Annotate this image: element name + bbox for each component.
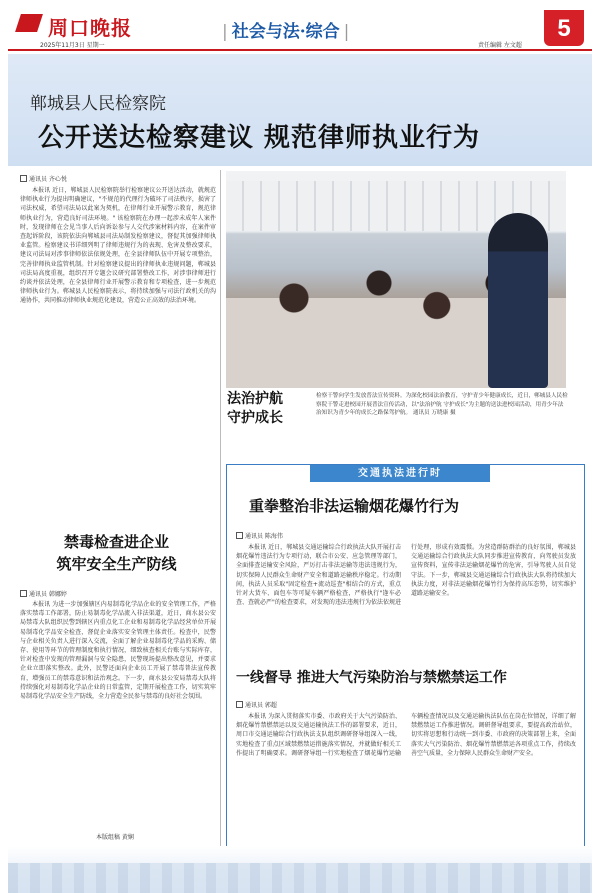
logo-text: 周口晚报 [48, 16, 132, 40]
lead-kicker: 郸城县人民检察院 [30, 94, 166, 114]
photo-title-line2: 守护成长 [227, 410, 283, 426]
issue-date: 2025年11月3日 星期一 [40, 42, 105, 49]
traffic-story2-byline-text: 通讯员 郭超 [245, 702, 277, 709]
school-event-photo [226, 171, 566, 388]
traffic-story1-headline: 重拳整治非法运输烟花爆竹行为 [249, 497, 460, 515]
traffic-story1-byline-text: 通讯员 陈海伟 [245, 533, 283, 540]
section-title: | 社会与法·综合 | [222, 22, 350, 42]
byline-box-icon [236, 701, 243, 708]
left-headline-line2: 筑牢安全生产防线 [56, 555, 177, 573]
photo-title [227, 390, 283, 428]
prosecutor-figure [488, 213, 548, 388]
page-editor-note: 本版组稿 黄娴 [96, 834, 134, 841]
lead-byline-text: 通讯员 齐心悦 [29, 176, 67, 183]
column-divider [220, 170, 221, 870]
lead-body: 本报讯 近日，郸城县人民检察院举行检察建议公开送达活动，就规范律师执业行为提出明确建议，"不规范的代理行为破坏了司法秩序，损害了司法权威，希望司法局以此案为契机，在律师行业开展警示教育，规范律师执业行为，营造良好司法环境。" 该检察院在办理一起涉未成年人案件时，发现律师在会见当事人后向诉讼参与人交代涉案材料内容，在案件审查起诉阶段，该院依法向郸城县司法局制发检察建议，督促其加强律师执业监管。检察建议书详细列明了律师违规行为的表现、危害及整改要求，建议司法局对涉事律师依法依规处理，在全县律师队伍中开展专项整治，完善律师执业监管机制。针对检察建议提出的律师执业违规问题，郸城县司法局高度重视，组织召开专题会议研究部署整改工作，对涉事律师进行约谈并依法处理，在全县律师行业开展警示教育和专项检查，进一步规范律师执业行为。郸城县人民检察院表示，将持续加强与司法行政机关的沟通协作，共同推动律师执业规范化建设，营造公正高效的法治环境。 [20, 187, 216, 305]
lead-headline: 公开送达检察建议 规范律师执业行为 [38, 123, 481, 153]
left-headline-line1: 禁毒检查进企业 [63, 533, 169, 551]
left-story-body: 本报讯 为进一步加强辖区内易制毒化学品企业的安全管理工作，严格落实禁毒工作部署，防止易制毒化学品流入非法渠道，近日，商水县公安局禁毒大队组织民警到辖区内重点化工企业和易制毒化学品经营单位开展易制毒化学品安全检查，督促企业落实安全管理主体责任。检查中，民警与企业相关负责人进行深入交流，全面了解企业易制毒化学品的采购、储存、使用等环节的管理制度和执行情况，细致核查相关台账与实际库存，针对检查中发现的管理漏洞与安全隐患，民警现场提出整改意见，并要求企业立即落实整改。此外，民警还面向企业员工开展了禁毒普法宣传教育，增强员工的禁毒意识和法治观念。下一步，商水县公安局禁毒大队将持续强化对易制毒化学品企业的日常监管，定期开展检查工作，切实筑牢易制毒化学品安全生产防线，全力营造全民参与禁毒的良好社会氛围。 [20, 601, 216, 701]
newspaper-logo [8, 6, 158, 40]
logo-mark-icon [15, 14, 43, 32]
byline-box-icon [20, 590, 27, 597]
traffic-story2-headline: 一线督导 推进大气污染防治与禁燃禁运工作 [236, 670, 507, 686]
traffic-story1-body: 本报讯 近日，郸城县交通运输综合行政执法大队开展打击烟花爆竹违法行为专项行动，联合市公安、应急管理等部门，全面排查运输安全风险，严厉打击非法运输等违法违规行为，切实保障人民群众生命财产安全和道路运输秩序稳定。行动期间，执法人员采取"固定检查+流动巡查"相结合的方式，重点针对大货车、面包车等可疑车辆严格检查，严格执行"逢车必查、查就必严"的检查要求，对发现的违法违规行为依法依规进行处理，形成有效震慑。为营造群防群治的良好氛围，郸城县交通运输综合行政执法大队同步推进宣传教育，向驾驶员发放宣传资料，宣传非法运输烟花爆竹的危害，引导驾驶人员自觉守法。下一步，郸城县交通运输综合行政执法大队将持续加大执法力度，对非法运输烟花爆竹行为保持高压态势，切实维护道路运输安全。 [236, 544, 576, 607]
left-byline-text: 通讯员 韩娜婷 [29, 591, 67, 598]
editor-credit: 责任编辑 左文超 [478, 42, 522, 49]
photo-caption: 检察干警向学生发放普法宣传资料。为深化校园法治教育，守护青少年健康成长，近日，郸城县人民检察院干警走进校园开展普法宣传活动，以"法治护航 守护成长"为主题的送法进校园活动，用青少年法治知识为青少年的成长之路保驾护航。 通讯员 万晓康 摄 [316, 393, 568, 417]
traffic-story2-body: 本报讯 为深入贯彻落实市委、市政府关于大气污染防治、烟花爆竹禁燃禁运以及交通运输执法工作的部署要求，近日，周口市交通运输综合行政执法支队组织调研督导组深入一线，实地检查了重点区域禁燃禁运措施落实情况，并就做好相关工作提出了明确要求。调研督导组一行实地检查了烟花爆竹运输车辆检查情况以及交通运输执法队伍在岗在位情况，详细了解禁燃禁运工作推进情况。调研督导组要求，要提高政治站位，切实将思想和行动统一到市委、市政府的决策部署上来，全面落实大气污染防治、烟花爆竹禁燃禁运各项重点工作，持续改善空气质量，全力保障人民群众生命财产安全。 [236, 713, 576, 757]
page-number: 5 [544, 10, 584, 46]
section-name: 社会与法·综合 [231, 22, 340, 42]
traffic-banner: 交通执法进行时 [310, 465, 490, 482]
header-divider [8, 49, 592, 51]
byline-box-icon [236, 532, 243, 539]
photo-title-line1: 法治护航 [227, 391, 283, 407]
left-story-headline [49, 531, 184, 575]
lead-byline [20, 174, 67, 183]
skyline-silhouette [8, 863, 592, 893]
left-story-byline [20, 589, 67, 598]
traffic-story2-byline [236, 700, 277, 709]
traffic-story1-byline [236, 531, 283, 540]
byline-box-icon [20, 175, 27, 182]
footer-skyline [8, 846, 592, 893]
